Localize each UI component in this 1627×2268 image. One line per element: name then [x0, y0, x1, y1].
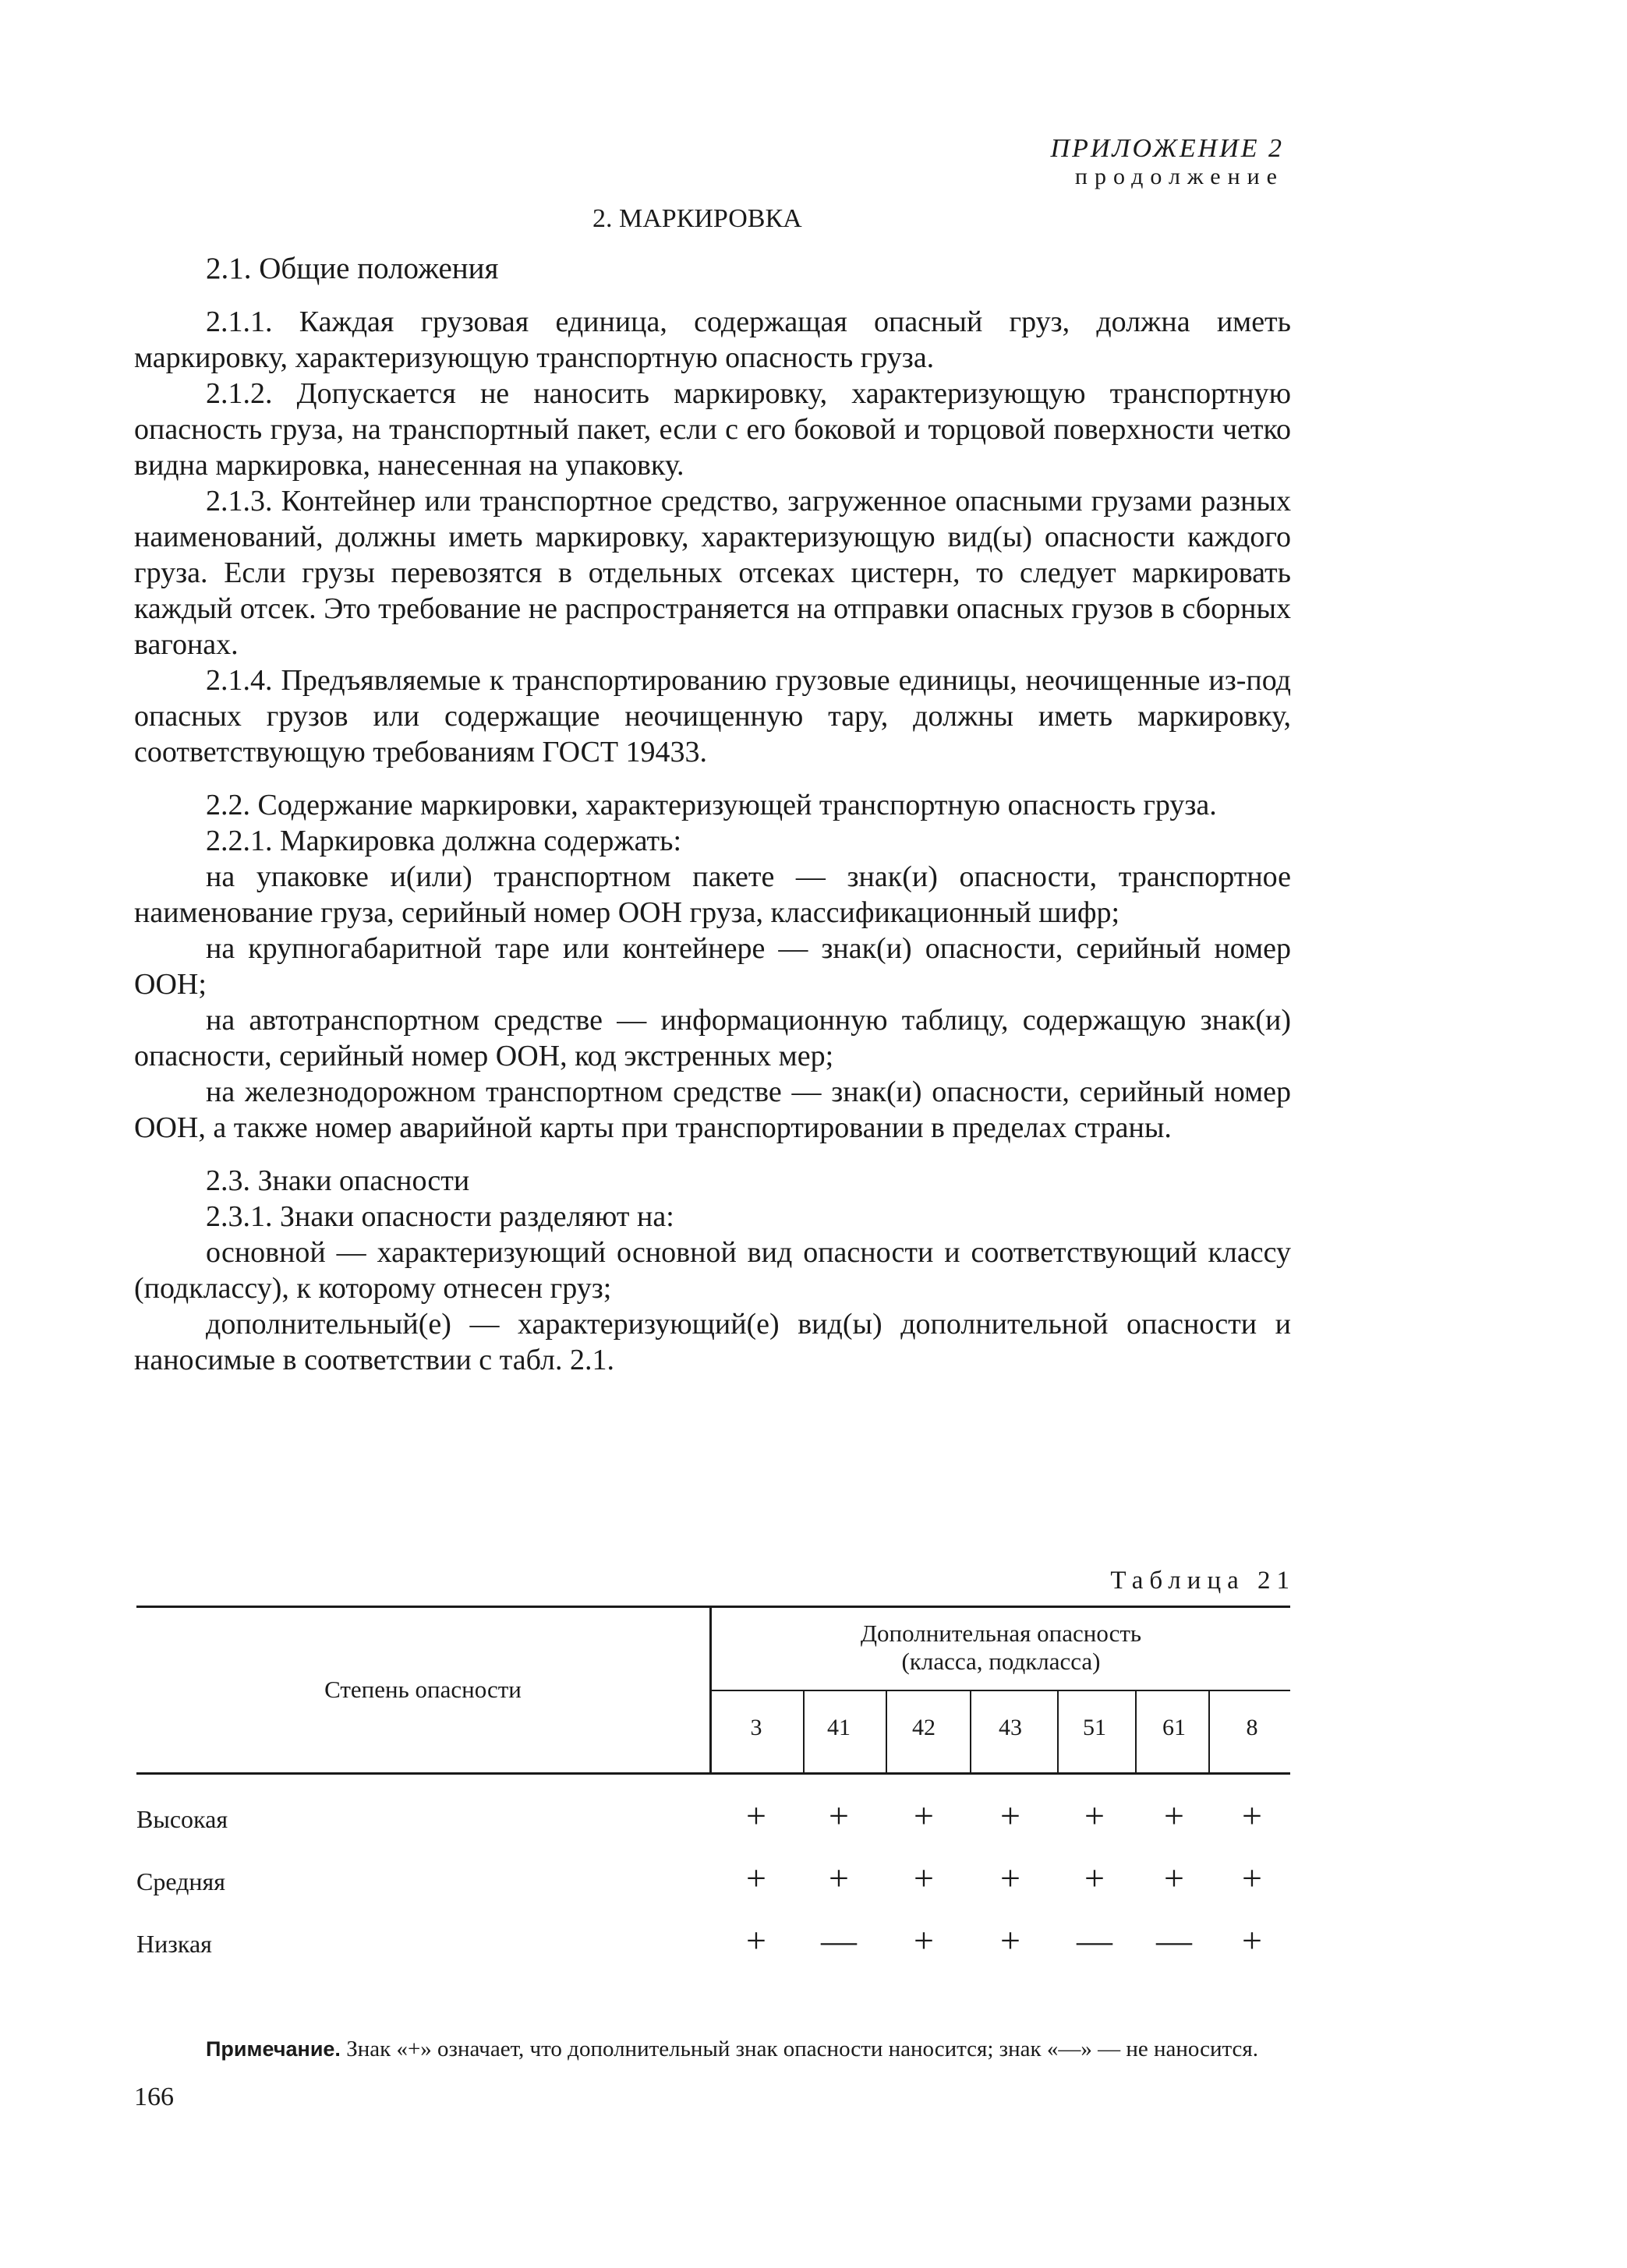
mark-cell: + — [914, 1796, 934, 1835]
col-divider — [1057, 1691, 1059, 1772]
table-top-rule — [136, 1606, 1290, 1608]
col-divider — [970, 1691, 971, 1772]
mark-cell: + — [1084, 1858, 1105, 1898]
column-class-51: 51 — [1083, 1715, 1106, 1740]
column-group-line2: (класса, подкласса) — [901, 1648, 1101, 1675]
paragraph-2-1-1: 2.1.1. Каждая грузовая единица, содержащая опасный груз, должна иметь маркировку, характеризующую транспортную опасность груза. — [134, 306, 1291, 374]
note-text: Знак «+» означает, что дополнительный знак опасности наносится; знак «—» — не наносится. — [340, 2037, 1259, 2061]
section-title: 2. МАРКИРОВКА — [592, 204, 802, 233]
mark-cell: + — [1164, 1858, 1184, 1898]
paragraph-packaging: на упаковке и(или) транспортном пакете — знак(и) опасности, транспортное наименование груза, серийный номер ООН груза, классификационный шифр; — [134, 860, 1291, 929]
table-caption: Таблица 21 — [1110, 1567, 1296, 1595]
col-divider — [886, 1691, 887, 1772]
paragraph-main-sign: основной — характеризующий основной вид опасности и соответствующий классу (подклассу), к которому отнесен груз; — [134, 1236, 1291, 1305]
mark-cell: + — [746, 1858, 766, 1898]
paragraph-additional-sign: дополнительный(е) — характеризующий(е) вид(ы) дополнительной опасности и наносимые в соответствии с табл. 2.1. — [134, 1308, 1291, 1376]
paragraph-2-1-4: 2.1.4. Предъявляемые к транспортированию грузовые единицы, неочищенные из-под опасных грузов или содержащие неочищенную тару, должны иметь маркировку, соответствующую требованиям ГОСТ 19433. — [134, 664, 1291, 768]
row-label-high: Высокая — [136, 1805, 228, 1833]
paragraph-container: на крупногабаритной таре или контейнере — знак(и) опасности, серийный номер ООН; — [134, 932, 1291, 1001]
mark-cell: — — [821, 1920, 857, 1960]
mark-cell: + — [1242, 1796, 1262, 1835]
column-group-header — [712, 1620, 1290, 1676]
paragraph-2-2-1: 2.2.1. Маркировка должна содержать: — [206, 825, 682, 857]
mark-cell: + — [1242, 1920, 1262, 1960]
table-note — [134, 2034, 1291, 2064]
column-class-41: 41 — [827, 1715, 851, 1740]
mark-cell: + — [1000, 1920, 1020, 1960]
column-header-severity: Степень опасности — [324, 1676, 522, 1703]
mark-cell: + — [1242, 1858, 1262, 1898]
table-subheader-rule — [712, 1690, 1290, 1691]
mark-cell: + — [914, 1858, 934, 1898]
paragraph-2-2: 2.2. Содержание маркировки, характеризующей транспортную опасность груза. — [206, 789, 1217, 821]
mark-cell: + — [1000, 1796, 1020, 1835]
mark-cell: + — [914, 1920, 934, 1960]
body-text — [134, 251, 1291, 1378]
mark-cell: — — [1156, 1920, 1192, 1960]
mark-cell: + — [746, 1796, 766, 1835]
appendix-continuation: продолжение — [1074, 164, 1284, 189]
row-label-low: Низкая — [136, 1930, 212, 1958]
mark-cell: + — [1000, 1858, 1020, 1898]
mark-cell: + — [829, 1858, 849, 1898]
appendix-title: ПРИЛОЖЕНИЕ 2 — [1050, 134, 1284, 163]
page-number: 166 — [134, 2083, 174, 2111]
table-header-bottom-rule — [136, 1772, 1290, 1775]
column-class-43: 43 — [999, 1715, 1022, 1740]
col-divider — [803, 1691, 805, 1772]
note-label: Примечание. — [206, 2037, 341, 2061]
paragraph-2-3: 2.3. Знаки опасности — [206, 1164, 470, 1197]
mark-cell: — — [1077, 1920, 1112, 1960]
paragraph-2-3-1: 2.3.1. Знаки опасности разделяют на: — [206, 1200, 674, 1233]
mark-cell: + — [746, 1920, 766, 1960]
paragraph-2-1-2: 2.1.2. Допускается не наносить маркировку, характеризующую транспортную опасность груза, на транспортный пакет, если с его боковой и торцовой поверхности четко видна маркировка, нанесенная на упаковку. — [134, 377, 1291, 482]
column-class-42: 42 — [912, 1715, 936, 1740]
paragraph-2-1-3: 2.1.3. Контейнер или транспортное средство, загруженное опасными грузами разных наименований, должны иметь маркировку, характеризующую вид(ы) опасности каждого груза. Если грузы перевозятся в отдельных отсеках цистерн, то следует маркировать каждый отсек. Это требование не распространяется на отправки опасных грузов в сборных вагонах. — [134, 485, 1291, 661]
paragraph-motor-vehicle: на автотранспортном средстве — информационную таблицу, содержащую знак(и) опасности, серийный номер ООН, код экстренных мер; — [134, 1004, 1291, 1072]
mark-cell: + — [1164, 1796, 1184, 1835]
mark-cell: + — [1084, 1796, 1105, 1835]
mark-cell: + — [829, 1796, 849, 1835]
heading-2-1: 2.1. Общие положения — [206, 252, 499, 285]
paragraph-railway: на железнодорожном транспортном средстве — знак(и) опасности, серийный номер ООН, а также номер аварийной карты при транспортировании в пределах страны. — [134, 1076, 1291, 1144]
column-class-8: 8 — [1246, 1715, 1258, 1740]
row-label-medium: Средняя — [136, 1867, 225, 1895]
column-group-line1: Дополнительная опасность — [860, 1620, 1142, 1647]
column-class-61: 61 — [1162, 1715, 1186, 1740]
column-class-3: 3 — [750, 1715, 762, 1740]
col-divider — [1208, 1691, 1210, 1772]
col-divider — [1135, 1691, 1137, 1772]
